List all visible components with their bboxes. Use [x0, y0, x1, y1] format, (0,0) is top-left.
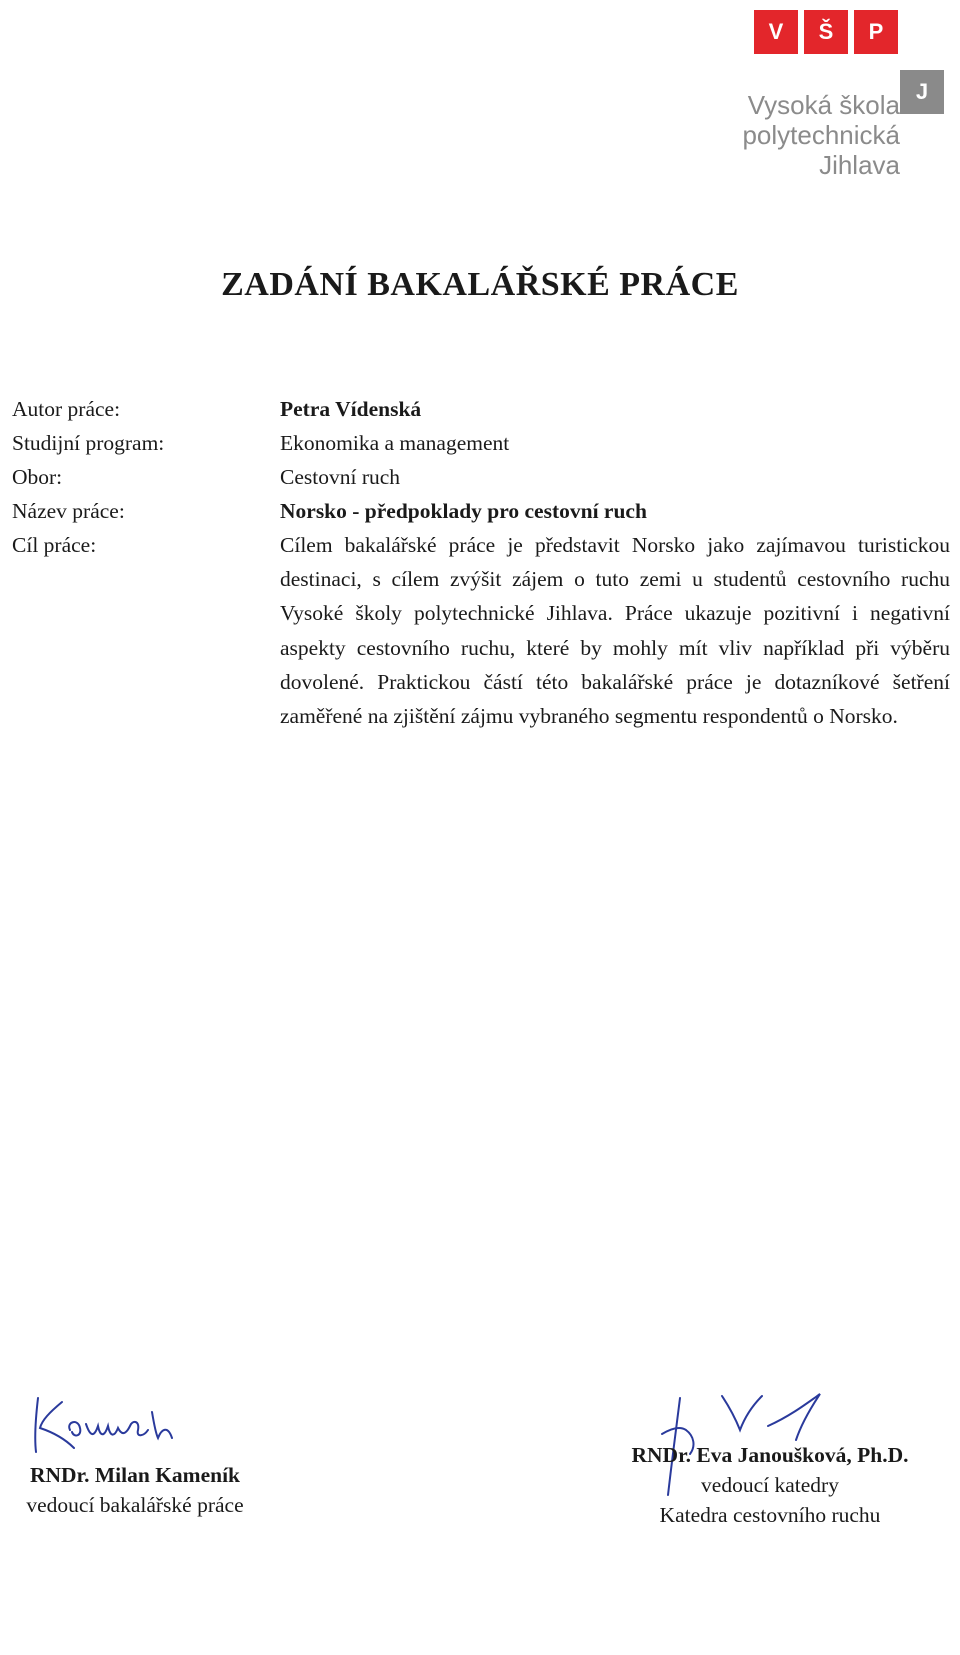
- head-department: Katedra cestovního ruchu: [659, 1503, 881, 1527]
- field-label: Autor práce:: [12, 397, 121, 421]
- field-value: Cestovní ruch: [280, 465, 401, 489]
- assignment-fields: [12, 392, 952, 733]
- field-program: [12, 426, 952, 460]
- field-value: Cílem bakalářské práce je představit Norsko jako zajímavou turistickou destinaci, s cílem zvýšit zájem o tuto zemi u studentů cestovního ruchu Vysoké školy polytechnické Jihlava. Práce ukazuje pozitivní i negativní aspekty cestovního ruchu, které by mohly mít vliv například při výběru dovolené. Praktickou částí této bakalářské práce je dotazníkové šetření zaměřené na zjištění zájmu vybraného segmentu respondentů o Norsko.: [280, 533, 950, 729]
- logo-line-3: Jihlava: [819, 150, 900, 180]
- logo-letter-s: Š: [804, 10, 848, 54]
- logo-letter-p: P: [854, 10, 898, 54]
- head-name: RNDr. Eva Janoušková, Ph.D.: [631, 1443, 909, 1467]
- head-role: vedoucí katedry: [701, 1473, 839, 1497]
- supervisor-role: vedoucí bakalářské práce: [26, 1493, 244, 1517]
- supervisor-name: RNDr. Milan Kameník: [29, 1463, 241, 1487]
- field-value: Petra Vídenská: [280, 397, 422, 421]
- logo-line-2: polytechnická: [742, 120, 900, 150]
- field-thesis-goal: [12, 528, 952, 733]
- logo-school-name: [742, 90, 900, 180]
- signature-block-head: [590, 1440, 950, 1530]
- field-branch: [12, 460, 952, 494]
- logo-line-1: Vysoká škola: [747, 90, 900, 120]
- signature-block-supervisor: [0, 1460, 270, 1520]
- field-label: Studijní program:: [12, 431, 165, 455]
- field-label: Obor:: [12, 465, 63, 489]
- field-label: Cíl práce:: [12, 533, 97, 557]
- field-value: Norsko - předpoklady pro cestovní ruch: [280, 499, 647, 523]
- field-value: Ekonomika a management: [280, 431, 510, 455]
- document-title: ZADÁNÍ BAKALÁŘSKÉ PRÁCE: [221, 266, 739, 303]
- field-thesis-title: [12, 494, 952, 528]
- logo-letter-j: J: [900, 70, 944, 114]
- school-logo: [688, 10, 948, 190]
- signature-left-handwriting: [30, 1390, 230, 1460]
- field-label: Název práce:: [12, 499, 125, 523]
- field-author: [12, 392, 952, 426]
- logo-letter-v: V: [754, 10, 798, 54]
